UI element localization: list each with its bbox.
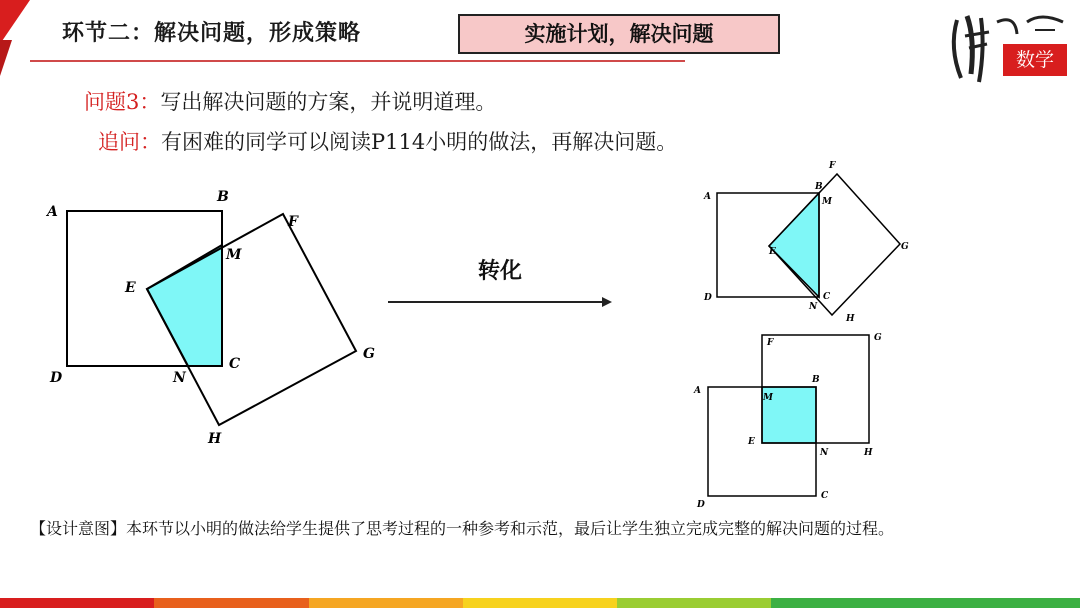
label-C: C [823, 292, 831, 302]
stripe-segment [0, 598, 154, 608]
design-intent: 【设计意图】本环节以小明的做法给学生提供了思考过程的一种参考和示范，最后让学生独立完成完整的解决问题的过程。 [30, 519, 895, 538]
label-E: E [125, 280, 136, 296]
logo-badge: 数学 [1003, 44, 1067, 76]
label-D: D [704, 293, 712, 303]
label-D: D [697, 500, 705, 510]
slide-title-box: 实施计划，解决问题 [458, 14, 780, 54]
followup-text: 有困难的同学可以阅读P114小明的做法，再解决问题。 [161, 130, 678, 154]
left-squares-diagram [45, 189, 375, 447]
label-E: E [769, 247, 776, 257]
transform-arrow [388, 297, 612, 307]
followup-label: 追问： [98, 130, 161, 154]
label-G: G [874, 333, 882, 343]
label-B: B [815, 182, 823, 192]
label-N: N [820, 448, 829, 458]
label-H: H [864, 448, 873, 458]
label-G: G [901, 242, 909, 252]
label-M: M [763, 393, 773, 403]
stripe-segment [154, 598, 308, 608]
label-M: M [822, 197, 832, 207]
bottom-color-stripe [0, 598, 1080, 608]
label-G: G [363, 346, 375, 362]
label-A: A [694, 386, 701, 396]
question-text: 写出解决问题的方案，并说明道理。 [160, 90, 497, 114]
top-right-squares-diagram [703, 161, 909, 324]
label-F: F [829, 161, 836, 171]
label-B: B [812, 375, 820, 385]
label-F: F [288, 214, 298, 230]
overlap-region [147, 245, 222, 366]
stripe-segment [617, 598, 771, 608]
label-D: D [50, 370, 63, 386]
label-E: E [748, 437, 755, 447]
label-A: A [47, 204, 58, 220]
label-A: A [704, 192, 711, 202]
label-M: M [226, 247, 242, 263]
transform-label: 转化 [478, 259, 523, 284]
label-N: N [809, 302, 818, 312]
stripe-segment [309, 598, 463, 608]
label-H: H [208, 431, 222, 447]
bottom-right-squares-diagram [693, 333, 882, 510]
stripe-segment [926, 598, 1080, 608]
label-B: B [217, 189, 229, 205]
label-H: H [846, 314, 855, 324]
label-F: F [767, 338, 774, 348]
label-C: C [229, 356, 241, 372]
label-N: N [173, 370, 186, 386]
section-title: 环节二：解决问题，形成策略 [62, 21, 362, 46]
question-label: 问题3： [84, 90, 161, 114]
stripe-segment [771, 598, 925, 608]
stripe-segment [463, 598, 617, 608]
label-C: C [821, 491, 829, 501]
overlap-region-triangle [769, 193, 819, 297]
